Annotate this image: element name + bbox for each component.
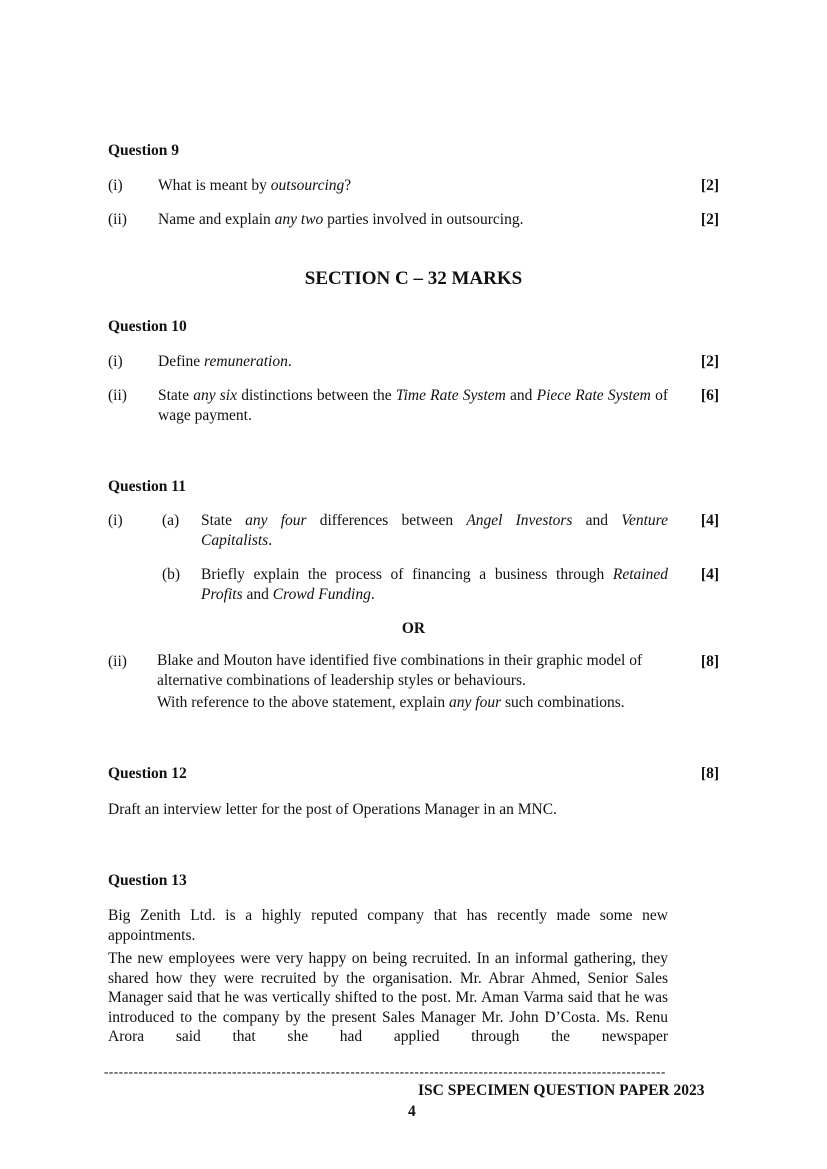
section-c-heading: SECTION C – 32 MARKS bbox=[304, 268, 523, 289]
question-13-heading: Question 13 bbox=[108, 872, 187, 889]
page-number: 4 bbox=[408, 1103, 416, 1120]
footer-title: ISC SPECIMEN QUESTION PAPER 2023 bbox=[418, 1082, 705, 1099]
q11-b-text: Briefly explain the process of financing a business through Retained Profits and Crowd Funding. bbox=[201, 566, 668, 603]
q11-b-marks: [4] bbox=[700, 566, 719, 583]
q11-ii-marks: [8] bbox=[700, 653, 719, 670]
or-divider: OR bbox=[401, 620, 426, 637]
q13-paragraph-1: Big Zenith Ltd. is a highly reputed company that has recently made some new appointments. bbox=[108, 907, 668, 944]
q11-a-text: State any four differences between Angel Investors and Venture Capitalists. bbox=[201, 512, 668, 549]
question-10-heading: Question 10 bbox=[108, 318, 187, 335]
question-9-heading: Question 9 bbox=[108, 142, 180, 159]
q11-a-marks: [4] bbox=[700, 512, 719, 529]
q10-i-text: Define remuneration. bbox=[158, 353, 292, 370]
q11-ii-number: (ii) bbox=[108, 653, 127, 670]
q11-b-number: (b) bbox=[162, 566, 181, 583]
q9-i-text: What is meant by outsourcing? bbox=[158, 177, 352, 194]
q13-paragraph-2: The new employees were very happy on being recruited. In an informal gathering, they shared how they were recruited by the organisation. Mr. Abrar Ahmed, Senior Sales Manager said that he was vertically shifted to the post. Mr. Aman Varma said that he was introduced to the company by the present Sales Manager Mr. John D’Costa. Ms. Renu Arora said that she had applied through the newspaper bbox=[108, 950, 668, 1045]
q9-ii-marks: [2] bbox=[700, 211, 719, 228]
q9-i-number: (i) bbox=[108, 177, 123, 194]
q9-i-marks: [2] bbox=[700, 177, 719, 194]
q10-ii-marks: [6] bbox=[700, 387, 719, 404]
q9-ii-text: Name and explain any two parties involved in outsourcing. bbox=[158, 211, 524, 228]
question-11-heading: Question 11 bbox=[108, 478, 186, 495]
q10-ii-number: (ii) bbox=[108, 387, 127, 404]
q10-ii-text: State any six distinctions between the Time Rate System and Piece Rate System of wage payment. bbox=[158, 387, 668, 424]
q11-a-number: (a) bbox=[162, 512, 180, 529]
question-12-heading: Question 12 bbox=[108, 765, 187, 782]
q10-i-marks: [2] bbox=[700, 353, 719, 370]
q11-ii-text: Blake and Mouton have identified five combinations in their graphic model of alternative combinations of leadership styles or behaviours. bbox=[157, 652, 643, 689]
q11-i-number: (i) bbox=[108, 512, 123, 529]
q11-ii-instruction: With reference to the above statement, explain any four such combinations. bbox=[157, 694, 625, 711]
q12-text: Draft an interview letter for the post of Operations Manager in an MNC. bbox=[108, 801, 557, 818]
q10-i-number: (i) bbox=[108, 353, 123, 370]
q12-marks: [8] bbox=[700, 765, 719, 782]
footer-divider: ------------------------------------------------------------------------------------------------------------------ bbox=[104, 1064, 666, 1078]
q9-ii-number: (ii) bbox=[108, 211, 127, 228]
